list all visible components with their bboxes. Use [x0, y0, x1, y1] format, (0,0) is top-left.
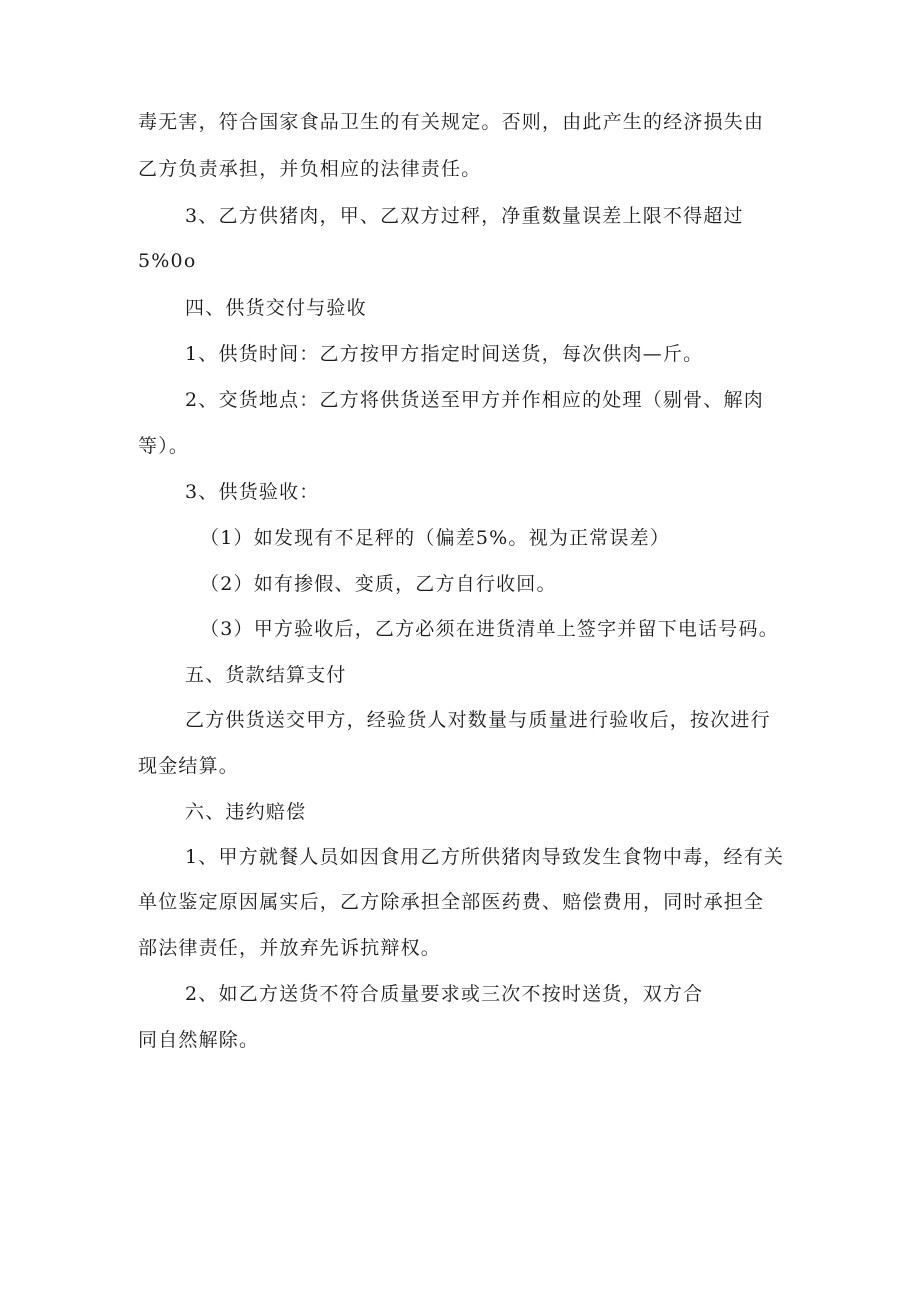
section-4-heading: 四、供货交付与验收: [185, 297, 367, 319]
clause-3-line-1: 3、乙方供猪肉，甲、乙双方过秤，净重数量误差上限不得超过: [185, 205, 744, 227]
section-6-heading: 六、违约赔偿: [185, 801, 307, 823]
acceptance-item-3: （3）甲方验收后，乙方必须在进货清单上签字并留下电话号码。: [200, 618, 779, 640]
paragraph-line-1: 毒无害，符合国家食品卫生的有关规定。否则，由此产生的经济损失由: [138, 111, 765, 133]
delivery-location-line-2: 等）。: [138, 435, 190, 457]
acceptance-item-1: （1）如发现有不足秤的（偏差5%。视为正常误差）: [200, 527, 671, 549]
delivery-location-line-1: 2、交货地点：乙方将供货送至甲方并作相应的处理（剔骨、解肉: [185, 389, 764, 411]
payment-line-2: 现金结算。: [138, 755, 240, 777]
payment-line-1: 乙方供货送交甲方，经验货人对数量与质量进行验收后，按次进行: [185, 709, 771, 731]
delivery-time-clause: 1、供货时间：乙方按甲方指定时间送货，每次供肉—斤。: [185, 343, 704, 365]
paragraph-line-2: 乙方负责承担，并负相应的法律责任。: [138, 158, 482, 180]
penalty-clause-1-line-1: 1、甲方就餐人员如因食用乙方所供猪肉导致发生食物中毒，经有关: [185, 846, 785, 868]
acceptance-heading: 3、供货验收：: [185, 481, 320, 503]
clause-3-line-2: 5%0o: [138, 250, 197, 272]
penalty-clause-2-line-1: 2、如乙方送货不符合质量要求或三次不按时送货，双方合: [185, 983, 704, 1005]
section-5-heading: 五、货款结算支付: [185, 664, 347, 686]
penalty-clause-1-line-3: 部法律责任，并放弃先诉抗辩权。: [138, 937, 442, 959]
penalty-clause-2-line-2: 同自然解除。: [138, 1029, 260, 1051]
acceptance-item-2: （2）如有掺假、变质，乙方自行收回。: [200, 573, 557, 595]
penalty-clause-1-line-2: 单位鉴定原因属实后，乙方除承担全部医药费、赔偿费用，同时承担全: [138, 891, 765, 913]
